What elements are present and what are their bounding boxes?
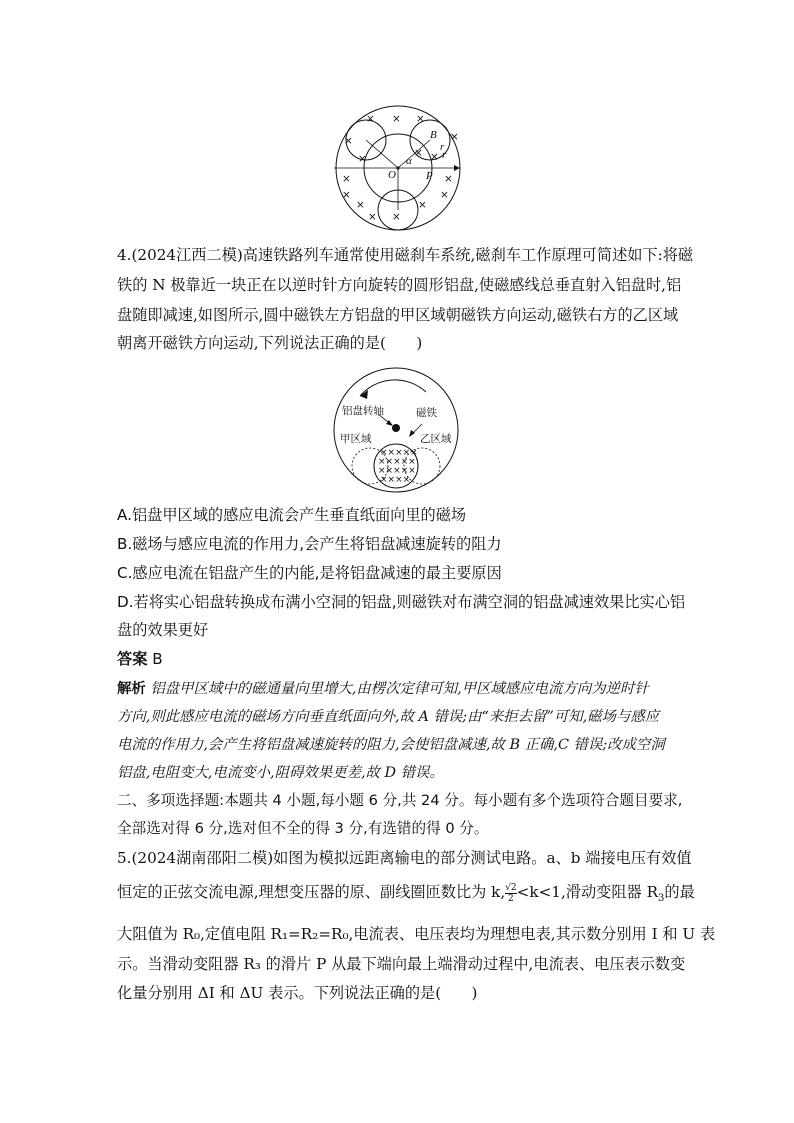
answer	[117, 649, 163, 669]
analysis-line-1	[117, 679, 649, 699]
section-2-line-1: 二、多项选择题:本题共 4 小题,每小题 6 分,共 24 分。每小题有多个选项符合题目要求,	[117, 792, 683, 809]
svg-text:×: ×	[416, 113, 425, 125]
question-5-line-5: 化量分别用 ΔI 和 ΔU 表示。下列说法正确的是( )	[117, 984, 478, 1002]
analysis-line-2: 方向,则此感应电流的磁场方向垂直纸面向外,故 A 错误;由“来拒去留”可知,磁场与感应	[117, 709, 660, 725]
question-5-line-1: 5.(2024湖南邵阳二模)如图为模拟远距离输电的部分测试电路。a、b 端接电压有效值	[117, 849, 692, 867]
svg-text:×: ×	[430, 151, 439, 163]
question-4-line-2: 铁的 N 极靠近一块正在以逆时针方向旋转的圆形铝盘,使磁感线总垂直射入铝盘时,铝	[117, 276, 682, 294]
svg-text:×: ×	[366, 113, 375, 125]
question-5-line-2-b: <k<1,滑动变阻器 R	[516, 883, 659, 901]
answer-label: 答案	[117, 650, 148, 668]
answer-value: B	[152, 650, 163, 668]
label-r-2: r	[442, 149, 447, 161]
question-4-line-3: 盘随即减速,如图所示,圆中磁铁左方铝盘的甲区域朝磁铁方向运动,磁铁右方的乙区域	[117, 306, 679, 324]
option-d-line-1: D.若将实心铝盘转换成布满小空洞的铝盘,则磁铁对布满空洞的铝盘减速效果比实心铝	[117, 593, 686, 611]
question-5-line-2: 恒定的正弦交流电源,理想变压器的原、副线圈匝数比为 k, $\frac{√2}{2}$ <k<1,滑动变阻器 $R_3$的最	[117, 882, 695, 905]
analysis-text-1: 铝盘甲区域中的磁通量向里增大,由楞次定律可知,甲区域感应电流方向为逆时针	[150, 681, 649, 697]
svg-text:×: ×	[344, 135, 353, 147]
svg-text:×: ×	[368, 211, 377, 223]
svg-text:×: ×	[440, 189, 449, 201]
svg-text:×: ×	[444, 173, 453, 185]
svg-text:×××××: ×××××	[378, 457, 416, 467]
label-magnet: 磁铁	[416, 407, 437, 419]
figure-aluminum-disk-brake	[330, 366, 460, 496]
question-5-line-2-c: 的最	[664, 883, 695, 901]
label-region-jia: 甲区域	[340, 433, 372, 445]
question-5-line-4: 示。当滑动变阻器 R₃ 的滑片 P 从最下端向最上端滑动过程中,电流表、电压表示数变	[117, 955, 686, 973]
analysis-line-4: 铝盘,电阻变大,电流变小,阻碍效果更差,故 D 错误。	[117, 765, 444, 781]
label-B: B	[430, 129, 437, 141]
question-4-line-1: 4.(2024江西二模)高速铁路列车通常使用磁刹车系统,磁刹车工作原理可简述如下:将磁	[117, 246, 694, 264]
svg-text:×××××: ×××××	[380, 448, 418, 458]
question-4-line-4: 朝离开磁铁方向运动,下列说法正确的是( )	[117, 334, 423, 352]
label-r-1: r	[440, 141, 445, 153]
figure-magnetic-disk-circles	[330, 100, 470, 232]
svg-text:×: ×	[392, 113, 401, 125]
option-a: A.铝盘甲区域的感应电流会产生垂直纸面向里的磁场	[117, 506, 467, 524]
svg-text:×: ×	[342, 173, 351, 185]
svg-text:××××: ××××	[380, 475, 411, 485]
label-region-yi: 乙区域	[420, 433, 452, 445]
svg-text:×: ×	[414, 147, 423, 159]
option-b: B.磁场与感应电流的作用力,会产生将铝盘减速旋转的阻力	[117, 535, 502, 553]
question-5-line-3: 大阻值为 R₀,定值电阻 R₁=R₂=R₀,电流表、电压表均为理想电表,其示数分别用 I 和 U 表	[117, 925, 716, 943]
svg-text:×××××: ×××××	[378, 466, 416, 476]
question-5-line-2-a: 恒定的正弦交流电源,理想变压器的原、副线圈匝数比为 k,	[117, 883, 506, 901]
section-2-line-2: 全部选对得 6 分,选对但不全的得 3 分,有选错的得 0 分。	[117, 820, 489, 837]
option-d-line-2: 盘的效果更好	[117, 621, 209, 639]
svg-text:×: ×	[342, 189, 351, 201]
label-alpha: α	[406, 155, 412, 167]
svg-text:×: ×	[450, 131, 459, 143]
fraction-sqrt2-over-2: $\frac{√2}{2}$	[505, 882, 517, 904]
label-disk-axis: 铝盘转轴	[342, 405, 384, 417]
magnet-cross-grid	[378, 448, 418, 485]
svg-text:×: ×	[356, 199, 365, 211]
label-P: P	[426, 170, 433, 182]
option-c: C.感应电流在铝盘产生的内能,是将铝盘减速的最主要原因	[117, 564, 502, 582]
analysis-line-3: 电流的作用力,会产生将铝盘减速旋转的阻力,会使铝盘减速,故 B 正确,C 错误;改成空洞	[117, 737, 665, 753]
svg-text:×: ×	[392, 211, 401, 223]
svg-text:×: ×	[358, 153, 367, 165]
analysis-label: 解析	[117, 681, 146, 697]
label-O: O	[388, 169, 396, 181]
svg-text:×: ×	[418, 199, 427, 211]
